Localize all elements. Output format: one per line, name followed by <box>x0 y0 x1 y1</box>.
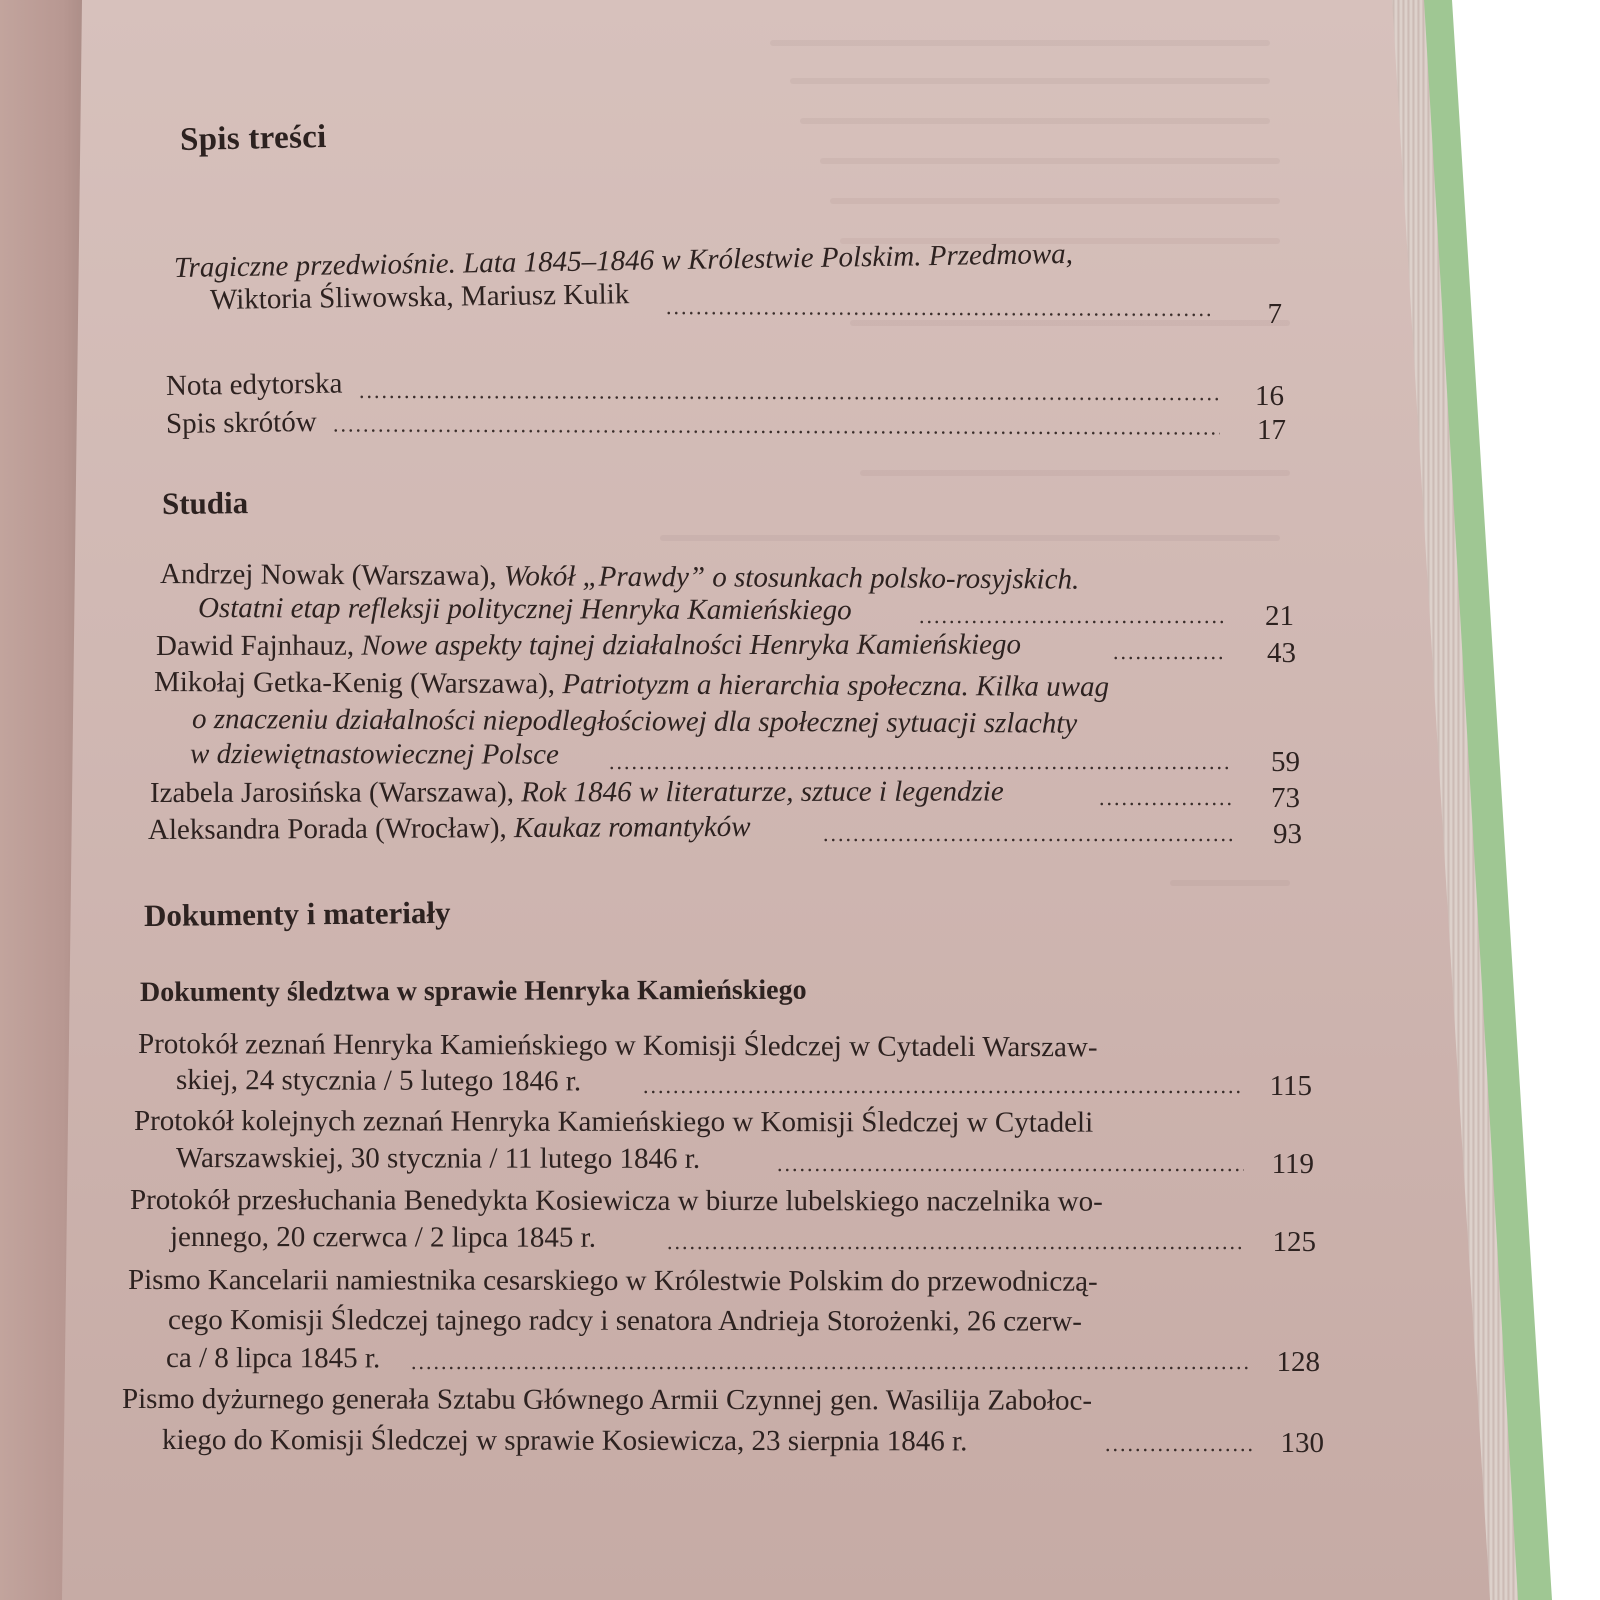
leader-dots <box>642 1090 1242 1094</box>
toc-entry-continued <box>190 738 559 772</box>
toc-entry: Protokół zeznań Henryka Kamieńskiego w Komisji Śledczej w Cytadeli Warszaw- <box>137 1028 1098 1064</box>
toc-entry <box>150 776 1004 810</box>
nota-edytorska-label: Nota edytorska <box>165 367 343 402</box>
page-number: 7 <box>1267 298 1282 330</box>
leader-dots <box>1112 656 1226 660</box>
entry-author: Mikołaj Getka-Kenig (Warszawa), <box>153 666 556 701</box>
leader-dots <box>410 1366 1250 1370</box>
entry-author: Andrzej Nowak (Warszawa), <box>159 558 497 593</box>
spis-skrotow-label: Spis skrótów <box>165 405 317 440</box>
toc-entry: Protokół przesłuchania Benedykta Kosiewicza w biurze lubelskiego naczelnika wo- <box>129 1184 1103 1218</box>
preface-title-text: Tragiczne przedwiośnie. Lata 1845–1846 w Królestwie Polskim. Przedmowa, <box>173 237 1074 284</box>
leader-dots <box>608 766 1230 770</box>
page-number: 73 <box>1271 782 1300 814</box>
subsection-title: Dokumenty śledztwa w sprawie Henryka Kamieńskiego <box>139 974 807 1008</box>
leader-dots <box>822 838 1232 842</box>
toc-entry: Pismo dyżurnego generała Sztabu Głównego Armii Czynnej gen. Wasilija Zabołoc- <box>121 1383 1093 1417</box>
entry-author: Dawid Fajnhauz, <box>155 629 355 662</box>
section-title-dokumenty: Dokumenty i materiały <box>143 894 451 933</box>
toc-entry-continued: kiego do Komisji Śledczej w sprawie Kosiewicza, 23 sierpnia 1846 r. <box>161 1424 968 1458</box>
leader-dots <box>1104 1448 1252 1452</box>
toc-entry-continued: skiej, 24 stycznia / 5 lutego 1846 r. <box>175 1064 582 1098</box>
toc-entry-continued <box>198 592 852 627</box>
preface-authors: Wiktoria Śliwowska, Mariusz Kulik <box>209 278 630 316</box>
entry-title: Patriotyzm a hierarchia społeczna. Kilka uwag <box>562 668 1110 704</box>
page-number: 125 <box>1272 1226 1316 1258</box>
toc-entry <box>154 666 1109 704</box>
page-number: 59 <box>1271 746 1300 778</box>
leader-dots <box>918 620 1224 624</box>
entry-title: Nowe aspekty tajnej działalności Henryka Kamieńskiego <box>361 628 1022 662</box>
entry-title: w dziewiętnastowiecznej Polsce <box>189 738 559 771</box>
page-number: 21 <box>1265 600 1294 632</box>
page-number: 115 <box>1269 1070 1312 1102</box>
leader-dots <box>332 428 1220 435</box>
toc-entry <box>156 628 1021 663</box>
toc-entry <box>160 558 1079 597</box>
entry-author: Izabela Jarosińska (Warszawa), <box>149 776 515 809</box>
entry-title: Rok 1846 w literaturze, sztuce i legendzie <box>521 775 1004 809</box>
page-number: 17 <box>1257 414 1286 446</box>
toc-entry-continued: cego Komisji Śledczej tajnego radcy i senatora Andrieja Storożenki, 26 czerw- <box>167 1304 1083 1338</box>
entry-title: Wokół „Prawdy” o stosunkach polsko-rosyjskich. <box>503 560 1080 596</box>
page-number: 43 <box>1267 637 1296 669</box>
toc-entry: Pismo Kancelarii namiestnika cesarskiego w Królestwie Polskim do przewodniczą- <box>127 1264 1098 1298</box>
page-number: 130 <box>1280 1427 1324 1459</box>
toc-entry-continued: ca / 8 lipca 1845 r. <box>165 1342 381 1375</box>
leader-dots <box>1098 802 1232 806</box>
page-number: 16 <box>1255 380 1284 412</box>
toc-entry <box>148 811 751 847</box>
page-title: Spis treści <box>179 118 327 158</box>
entry-title: Kaukaz romantyków <box>513 810 751 845</box>
leader-dots <box>665 311 1215 317</box>
leader-dots <box>776 1168 1244 1172</box>
toc-entry-continued: Warszawskiej, 30 stycznia / 11 lutego 1846 r. <box>175 1142 701 1175</box>
leader-dots <box>666 1246 1246 1250</box>
toc-entry: Protokół kolejnych zeznań Henryka Kamieńskiego w Komisji Śledczej w Cytadeli <box>133 1105 1094 1139</box>
entry-title: o znaczeniu działalności niepodległościowej dla społecznej sytuacji szlachty <box>191 703 1078 740</box>
entry-author: Aleksandra Porada (Wrocław), <box>147 812 507 846</box>
page-number: 93 <box>1273 818 1302 850</box>
section-title-studia: Studia <box>161 485 249 521</box>
entry-title: Ostatni etap refleksji politycznej Henryka Kamieńskiego <box>197 592 852 627</box>
toc-entry-continued <box>192 703 1077 741</box>
page-number: 119 <box>1271 1148 1314 1180</box>
page-number: 128 <box>1276 1346 1320 1378</box>
leader-dots <box>358 395 1218 401</box>
toc-entry-continued: jennego, 20 czerwca / 2 lipca 1845 r. <box>169 1221 597 1254</box>
